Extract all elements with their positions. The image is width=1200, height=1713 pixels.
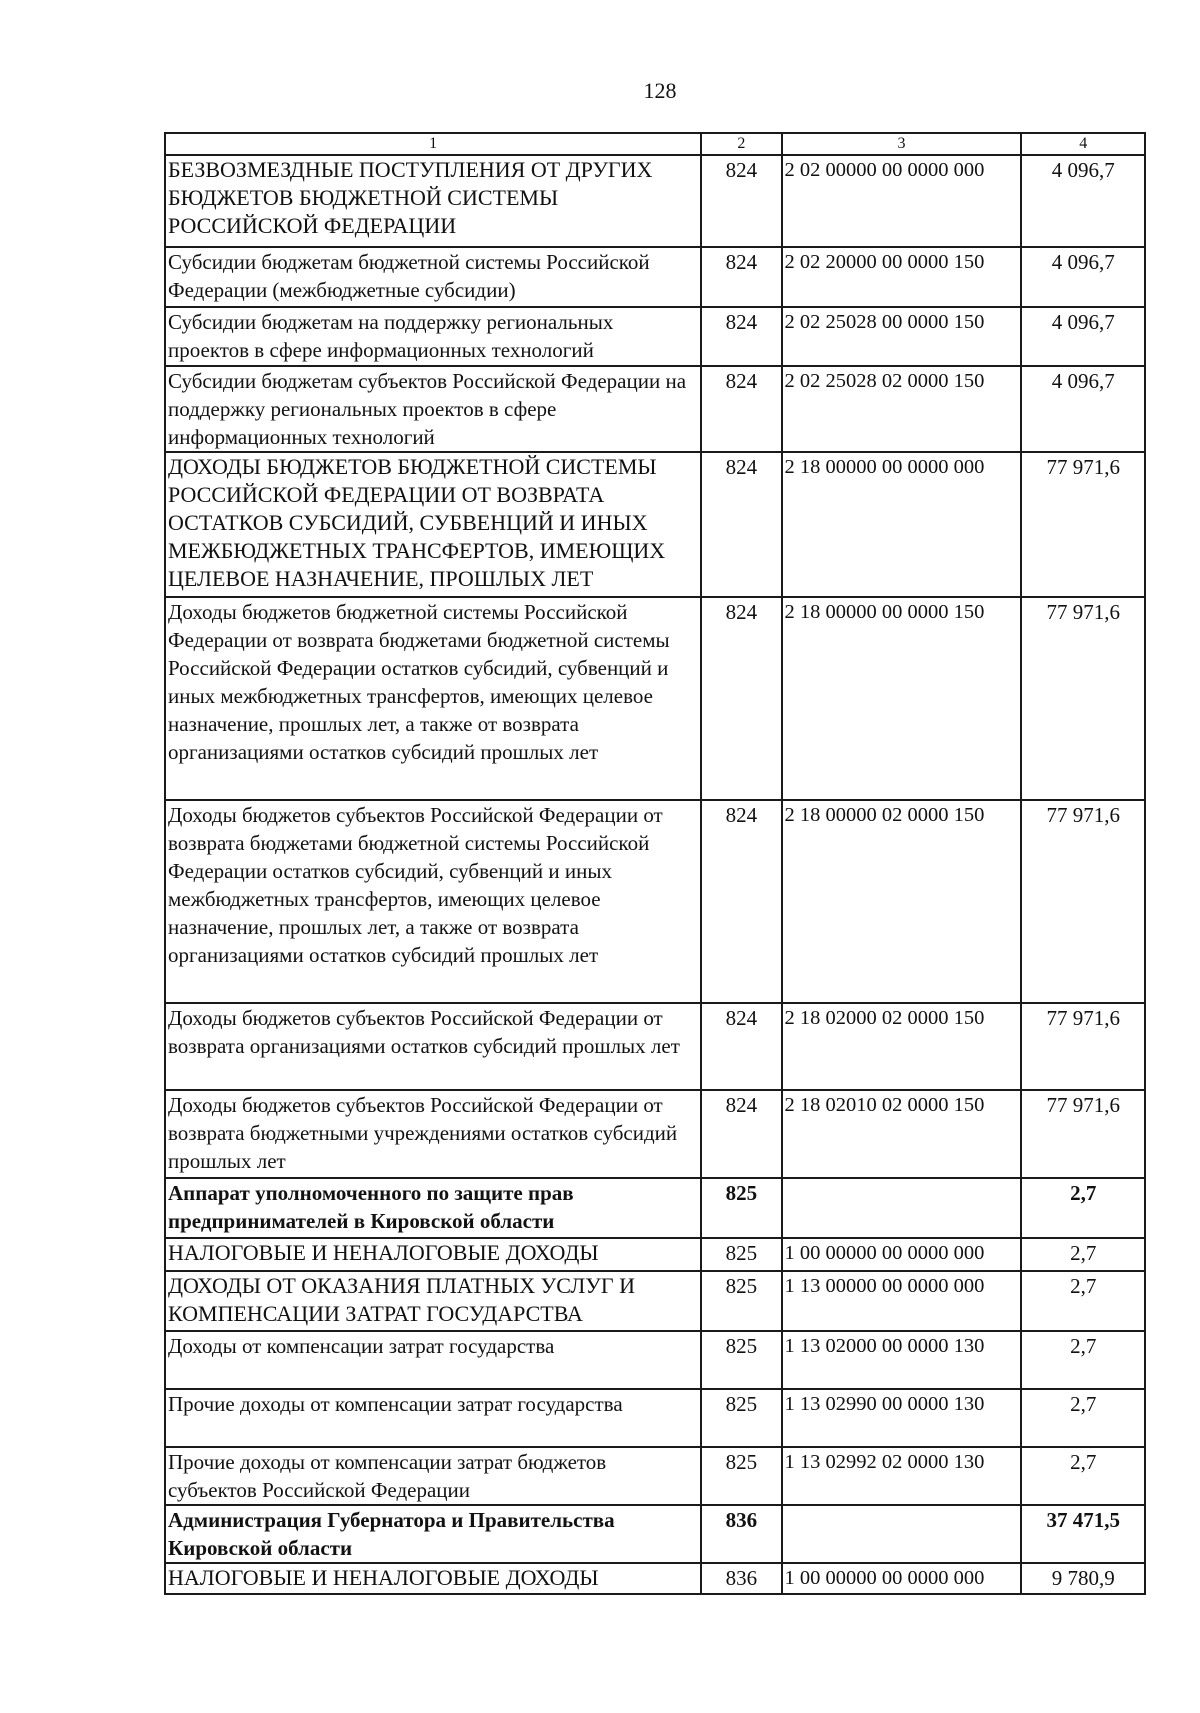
row-admin-code-cell: 824 bbox=[701, 1003, 781, 1090]
row-admin-code-cell: 825 bbox=[701, 1238, 781, 1271]
row-admin-code-cell: 825 bbox=[701, 1389, 781, 1447]
row-classification-code-cell: 2 18 02000 02 0000 150 bbox=[782, 1003, 1022, 1090]
row-classification-code-cell: 2 18 00000 02 0000 150 bbox=[782, 800, 1022, 1003]
table-row bbox=[165, 1505, 1145, 1563]
row-name-cell: Прочие доходы от компенсации затрат бюджетов субъектов Российской Федерации bbox=[165, 1447, 701, 1505]
row-name-cell: Субсидии бюджетам бюджетной системы Российской Федерации (межбюджетные субсидии) bbox=[165, 247, 701, 307]
table-row bbox=[165, 1178, 1145, 1238]
row-amount-cell: 77 971,6 bbox=[1021, 597, 1145, 800]
row-classification-code-cell bbox=[782, 1505, 1022, 1563]
row-amount-cell: 77 971,6 bbox=[1021, 452, 1145, 597]
row-classification-code-cell: 1 13 00000 00 0000 000 bbox=[782, 1271, 1022, 1331]
row-name-cell: Доходы бюджетов субъектов Российской Федерации от возврата организациями остатков субсидий прошлых лет bbox=[165, 1003, 701, 1090]
row-amount-cell: 2,7 bbox=[1021, 1271, 1145, 1331]
row-name-cell: ДОХОДЫ ОТ ОКАЗАНИЯ ПЛАТНЫХ УСЛУГ И КОМПЕНСАЦИИ ЗАТРАТ ГОСУДАРСТВА bbox=[165, 1271, 701, 1331]
table-header-row bbox=[165, 133, 1145, 155]
row-classification-code-cell: 2 02 00000 00 0000 000 bbox=[782, 155, 1022, 247]
row-amount-cell: 4 096,7 bbox=[1021, 155, 1145, 247]
row-admin-code-cell: 824 bbox=[701, 307, 781, 366]
table-row bbox=[165, 366, 1145, 452]
header-col-1: 1 bbox=[165, 133, 701, 155]
table-row bbox=[165, 1271, 1145, 1331]
row-admin-code-cell: 824 bbox=[701, 800, 781, 1003]
row-admin-code-cell: 836 bbox=[701, 1505, 781, 1563]
row-name-cell: Доходы бюджетов субъектов Российской Федерации от возврата бюджетными учреждениями остатков субсидий прошлых лет bbox=[165, 1090, 701, 1178]
row-amount-cell: 4 096,7 bbox=[1021, 247, 1145, 307]
table-row bbox=[165, 452, 1145, 597]
row-classification-code-cell: 1 00 00000 00 0000 000 bbox=[782, 1563, 1022, 1594]
row-name-cell: Доходы от компенсации затрат государства bbox=[165, 1331, 701, 1389]
row-amount-cell: 77 971,6 bbox=[1021, 1090, 1145, 1178]
row-name-cell: Доходы бюджетов бюджетной системы Российской Федерации от возврата бюджетами бюджетной системы Российской Федерации остатков субсидий, субвенций и иных межбюджетных трансфертов, имеющих целевое назначение, прошлых лет, а также от возврата организациями остатков субсидий прошлых лет bbox=[165, 597, 701, 800]
row-classification-code-cell: 2 02 20000 00 0000 150 bbox=[782, 247, 1022, 307]
table-row bbox=[165, 1090, 1145, 1178]
table-row bbox=[165, 1389, 1145, 1447]
row-classification-code-cell bbox=[782, 1178, 1022, 1238]
row-amount-cell: 77 971,6 bbox=[1021, 1003, 1145, 1090]
row-classification-code-cell: 2 02 25028 00 0000 150 bbox=[782, 307, 1022, 366]
row-admin-code-cell: 824 bbox=[701, 597, 781, 800]
row-classification-code-cell: 1 13 02000 00 0000 130 bbox=[782, 1331, 1022, 1389]
row-amount-cell: 2,7 bbox=[1021, 1447, 1145, 1505]
row-name-cell: Прочие доходы от компенсации затрат государства bbox=[165, 1389, 701, 1447]
table-row bbox=[165, 1563, 1145, 1594]
row-amount-cell: 2,7 bbox=[1021, 1178, 1145, 1238]
row-amount-cell: 37 471,5 bbox=[1021, 1505, 1145, 1563]
row-amount-cell: 9 780,9 bbox=[1021, 1563, 1145, 1594]
row-admin-code-cell: 836 bbox=[701, 1563, 781, 1594]
page-number: 128 bbox=[643, 78, 677, 103]
table-row bbox=[165, 1003, 1145, 1090]
row-classification-code-cell: 2 18 00000 00 0000 150 bbox=[782, 597, 1022, 800]
table-row bbox=[165, 1331, 1145, 1389]
row-name-cell: Доходы бюджетов субъектов Российской Федерации от возврата бюджетами бюджетной системы Российской Федерации остатков субсидий, субвенций и иных межбюджетных трансфертов, имеющих целевое назначение, прошлых лет, а также от возврата организациями остатков субсидий прошлых лет bbox=[165, 800, 701, 1003]
row-admin-code-cell: 824 bbox=[701, 366, 781, 452]
row-admin-code-cell: 824 bbox=[701, 155, 781, 247]
row-admin-code-cell: 824 bbox=[701, 247, 781, 307]
row-amount-cell: 77 971,6 bbox=[1021, 800, 1145, 1003]
row-admin-code-cell: 824 bbox=[701, 452, 781, 597]
row-amount-cell: 2,7 bbox=[1021, 1238, 1145, 1271]
row-name-cell: Субсидии бюджетам субъектов Российской Федерации на поддержку региональных проектов в сфере информационных технологий bbox=[165, 366, 701, 452]
table-row bbox=[165, 1238, 1145, 1271]
header-col-3: 3 bbox=[782, 133, 1022, 155]
budget-income-table bbox=[164, 132, 1146, 1595]
row-classification-code-cell: 2 18 02010 02 0000 150 bbox=[782, 1090, 1022, 1178]
row-amount-cell: 2,7 bbox=[1021, 1389, 1145, 1447]
row-name-cell: ДОХОДЫ БЮДЖЕТОВ БЮДЖЕТНОЙ СИСТЕМЫ РОССИЙСКОЙ ФЕДЕРАЦИИ ОТ ВОЗВРАТА ОСТАТКОВ СУБСИДИЙ, СУБВЕНЦИЙ И ИНЫХ МЕЖБЮДЖЕТНЫХ ТРАНСФЕРТОВ, ИМЕЮЩИХ ЦЕЛЕВОЕ НАЗНАЧЕНИЕ, ПРОШЛЫХ ЛЕТ bbox=[165, 452, 701, 597]
row-name-cell: НАЛОГОВЫЕ И НЕНАЛОГОВЫЕ ДОХОДЫ bbox=[165, 1238, 701, 1271]
row-admin-code-cell: 824 bbox=[701, 1090, 781, 1178]
header-col-2: 2 bbox=[701, 133, 781, 155]
table-row bbox=[165, 597, 1145, 800]
table-row bbox=[165, 247, 1145, 307]
row-admin-code-cell: 825 bbox=[701, 1178, 781, 1238]
row-name-cell: НАЛОГОВЫЕ И НЕНАЛОГОВЫЕ ДОХОДЫ bbox=[165, 1563, 701, 1594]
table-row bbox=[165, 1447, 1145, 1505]
row-amount-cell: 4 096,7 bbox=[1021, 366, 1145, 452]
row-classification-code-cell: 1 13 02992 02 0000 130 bbox=[782, 1447, 1022, 1505]
row-name-cell: Аппарат уполномоченного по защите прав предпринимателей в Кировской области bbox=[165, 1178, 701, 1238]
row-name-cell: БЕЗВОЗМЕЗДНЫЕ ПОСТУПЛЕНИЯ ОТ ДРУГИХ БЮДЖЕТОВ БЮДЖЕТНОЙ СИСТЕМЫ РОССИЙСКОЙ ФЕДЕРАЦИИ bbox=[165, 155, 701, 247]
row-classification-code-cell: 1 00 00000 00 0000 000 bbox=[782, 1238, 1022, 1271]
table-row bbox=[165, 307, 1145, 366]
row-classification-code-cell: 1 13 02990 00 0000 130 bbox=[782, 1389, 1022, 1447]
row-amount-cell: 2,7 bbox=[1021, 1331, 1145, 1389]
row-amount-cell: 4 096,7 bbox=[1021, 307, 1145, 366]
row-classification-code-cell: 2 18 00000 00 0000 000 bbox=[782, 452, 1022, 597]
row-name-cell: Субсидии бюджетам на поддержку региональных проектов в сфере информационных технологий bbox=[165, 307, 701, 366]
table-body bbox=[165, 155, 1145, 1594]
row-admin-code-cell: 825 bbox=[701, 1331, 781, 1389]
header-col-4: 4 bbox=[1021, 133, 1145, 155]
row-admin-code-cell: 825 bbox=[701, 1447, 781, 1505]
row-name-cell: Администрация Губернатора и Правительства Кировской области bbox=[165, 1505, 701, 1563]
row-classification-code-cell: 2 02 25028 02 0000 150 bbox=[782, 366, 1022, 452]
table-row bbox=[165, 800, 1145, 1003]
table-row bbox=[165, 155, 1145, 247]
row-admin-code-cell: 825 bbox=[701, 1271, 781, 1331]
